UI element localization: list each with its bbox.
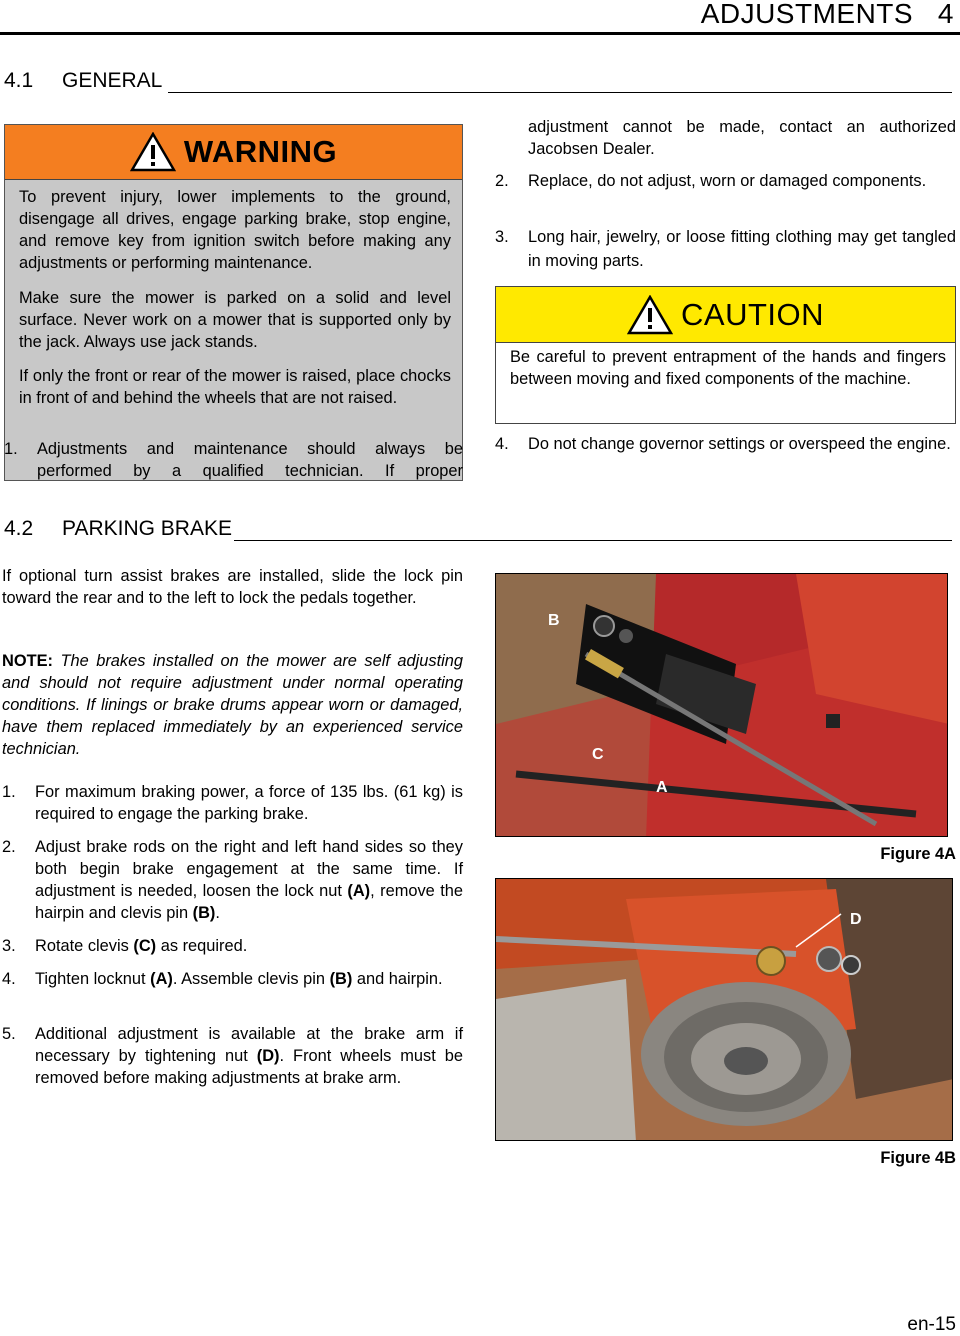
list-item-continued — [495, 116, 956, 160]
list-item — [495, 170, 956, 192]
warning-paragraph: If only the front or rear of the mower is raised, place chocks in front of and behind the wheels that are not raised. — [19, 367, 451, 407]
warning-box — [4, 124, 463, 481]
page-number: en-15 — [907, 1314, 956, 1335]
warning-paragraph: To prevent injury, lower implements to the ground, disengage all drives, engage parking brake, stop engine, and remove key from ignition switch before making any adjustments or performing maintenance. — [19, 188, 451, 272]
header-rule — [0, 32, 960, 35]
section-title: GENERAL — [62, 69, 163, 92]
list-number: 1. — [4, 440, 18, 458]
step-text: Adjust brake rods on the right and left hand sides so they both begin brake engagement at the same time. If adjustment is needed, loosen the lock nut (A), remove the hairpin and clevis pin (B). — [35, 838, 463, 922]
step-item — [2, 935, 463, 957]
list-number: 4. — [495, 435, 509, 453]
list-item — [495, 433, 956, 455]
section-number: 4.1 — [4, 69, 34, 92]
step-item — [2, 1023, 463, 1089]
figure-4a-caption: Figure 4A — [880, 845, 956, 863]
figure-4b-photo — [495, 878, 953, 1141]
section-heading-general — [4, 69, 952, 93]
step-number: 4. — [2, 970, 16, 988]
step-item — [2, 968, 463, 990]
caution-header — [496, 287, 955, 343]
step-item — [2, 836, 463, 924]
caution-text: Be careful to prevent entrapment of the hands and fingers between moving and fixed components of the machine. — [510, 348, 946, 388]
caution-box — [495, 286, 956, 424]
heading-rule — [234, 525, 952, 541]
step-number: 2. — [2, 838, 16, 856]
list-number: 3. — [495, 228, 509, 246]
callout-d: D — [850, 911, 862, 928]
caution-triangle-icon — [627, 295, 673, 335]
step-text: Rotate clevis (C) as required. — [35, 937, 248, 955]
step-item — [2, 781, 463, 825]
brake-intro: If optional turn assist brakes are installed, slide the lock pin toward the rear and to the left to lock the pedals together. — [2, 567, 463, 607]
step-number: 1. — [2, 783, 16, 801]
warning-paragraph: Make sure the mower is parked on a solid and level surface. Never work on a mower that is supported only by the jack. Always use jack stands. — [19, 289, 451, 351]
callout-a: A — [656, 779, 668, 796]
callout-c: C — [592, 746, 604, 763]
caution-label: CAUTION — [681, 296, 824, 332]
list-text: adjustment cannot be made, contact an authorized Jacobsen Dealer. — [528, 118, 956, 158]
figure-4b-caption: Figure 4B — [880, 1149, 956, 1167]
brake-drum-illustration — [496, 879, 953, 1141]
heading-rule — [168, 77, 952, 93]
list-text: Long hair, jewelry, or loose fitting clothing may get tangled in moving parts. — [528, 228, 956, 270]
list-text: Adjustments and maintenance should always be performed by a qualified technician. If proper — [37, 440, 463, 480]
brake-note — [2, 650, 463, 760]
warning-header — [5, 125, 462, 180]
section-title: PARKING BRAKE — [62, 517, 232, 540]
list-number: 2. — [495, 172, 509, 190]
list-text: Replace, do not adjust, worn or damaged components. — [528, 172, 927, 190]
step-text: Additional adjustment is available at the brake arm if necessary by tightening nut (D). Front wheels must be removed before making adjustments at brake arm. — [35, 1025, 463, 1087]
list-text: Do not change governor settings or overspeed the engine. — [528, 435, 951, 453]
list-item — [4, 438, 463, 482]
step-text: Tighten locknut (A). Assemble clevis pin (B) and hairpin. — [35, 970, 443, 988]
step-text: For maximum braking power, a force of 135 lbs. (61 kg) is required to engage the parking brake. — [35, 783, 463, 823]
list-item — [495, 225, 956, 273]
section-number: 4.2 — [4, 517, 34, 540]
note-label: NOTE: — [2, 652, 53, 670]
warning-label: WARNING — [183, 134, 338, 169]
callout-b: B — [548, 612, 560, 629]
warning-triangle-icon — [130, 132, 176, 172]
figure-4a-photo — [495, 573, 948, 837]
brake-linkage-illustration — [496, 574, 948, 837]
section-heading-parking-brake — [4, 517, 952, 541]
step-number: 5. — [2, 1025, 16, 1043]
chapter-header: ADJUSTMENTS 4 — [700, 0, 954, 29]
note-text: The brakes installed on the mower are self adjusting and should not require adjustment under normal operating conditions. If linings or brake drums appear worn or damaged, have them replaced immediately by an experienced service technician. — [2, 652, 463, 758]
step-number: 3. — [2, 937, 16, 955]
